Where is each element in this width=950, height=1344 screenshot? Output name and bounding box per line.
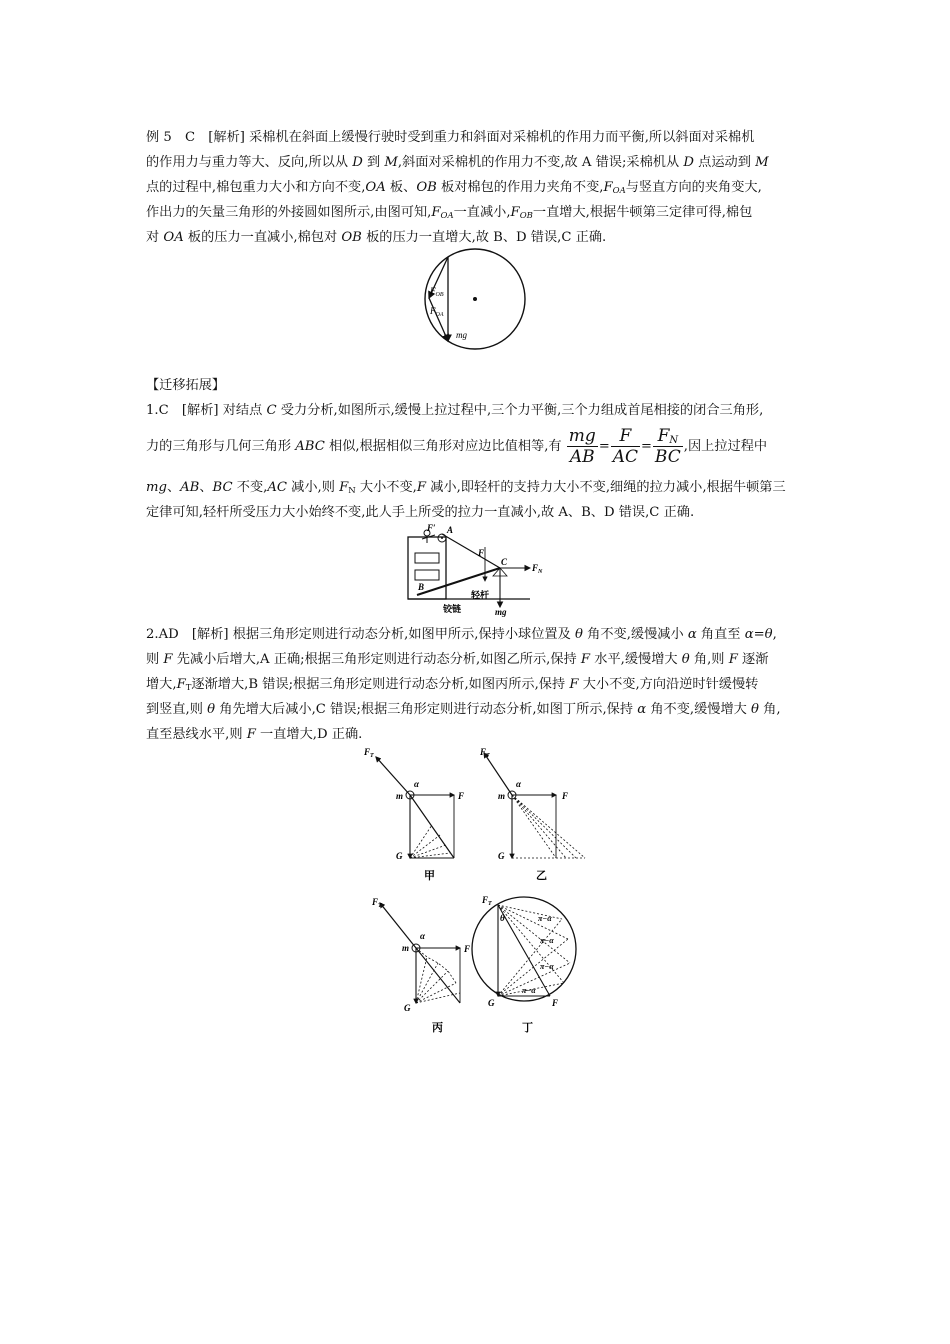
svg-text:G: G xyxy=(488,998,495,1008)
p2-line-3: 增大$,F_T$逐渐增大,B 错误;根据三角形定则进行动态分析,如图丙所示,保持 F 大小不变,方向沿逆时针缓慢转 xyxy=(146,677,759,693)
figure-yi xyxy=(480,745,600,885)
svg-text:π−α: π−α xyxy=(538,914,552,923)
svg-text:α: α xyxy=(516,779,521,789)
label-mg-2: mg xyxy=(495,607,507,617)
label-rod: 轻杆 xyxy=(471,590,490,600)
ft-vector xyxy=(380,903,416,948)
figure-ding xyxy=(470,893,590,1038)
dynamic-dashes xyxy=(416,957,460,1003)
fraction-mg-ab: $\frac{mg}{AB}$ xyxy=(568,426,596,467)
svg-text:θ: θ xyxy=(500,913,505,923)
fraction-f-ac: $\frac{F}{AC}$ xyxy=(612,426,639,467)
svg-text:FT: $F_T$ xyxy=(480,747,490,759)
svg-text:m: m xyxy=(498,791,506,801)
p1-line-3: mg、AB、BC 不变,AC 减小,则 $F_N$ 大小不变,F 减小,即轻杆的支持力大小不变,细绳的拉力减小,根据牛顿第三 xyxy=(146,480,786,496)
p2-line-4: 到竖直,则 θ 角先增大后减小,C 错误;根据三角形定则进行动态分析,如图丁所示,保持 α 角不变,缓慢增大 θ 角, xyxy=(146,702,781,717)
label-b: B xyxy=(418,582,425,592)
label-mg: mg xyxy=(456,330,467,340)
svg-text:F: F xyxy=(458,791,465,801)
ex5-line-4: 作出力的矢量三角形的外接圆如图所示,由图可知$,F_{OA}$一直减小$,F_{OB}$一直增大,根据牛顿第三定律可得,棉包 xyxy=(146,205,753,221)
ex5-line-2: 的作用力与重力等大、反向,所以从 D 到 M,斜面对采棉机的作用力不变,故 A 错误;采棉机从 D 点运动到 M xyxy=(146,155,769,170)
svg-text:α: α xyxy=(420,931,425,941)
label-f-oa: $F_{OA}$ xyxy=(430,306,444,318)
caption-ding: 丁 xyxy=(522,1022,533,1034)
svg-text:m: m xyxy=(396,791,404,801)
window-2 xyxy=(415,570,439,580)
svg-text:FT: $F_T$ xyxy=(372,897,382,909)
label-f-prime: F′ xyxy=(427,523,436,533)
svg-text:G: G xyxy=(396,851,403,861)
dynamic-dashes xyxy=(498,905,570,983)
svg-text:FT: $F_T$ xyxy=(482,895,492,907)
svg-text:π−α: π−α xyxy=(540,962,554,971)
p1-line-4: 定律可知,轻杆所受压力大小始终不变,此人手上所受的拉力一直减小,故 A、B、D 错误,C 正确. xyxy=(146,505,695,520)
label-f: F xyxy=(478,548,485,558)
svg-text:α: α xyxy=(414,779,419,789)
problem-1-analysis xyxy=(146,398,810,525)
ex5-line-3: 点的过程中,棉包重力大小和方向不变,OA 板、OB 板对棉包的作用力夹角不变$,F_{OA}$与竖直方向的夹角变大, xyxy=(146,180,762,196)
svg-text:π−α: π−α xyxy=(522,986,536,995)
label-f-ob: $F_{OB}$ xyxy=(430,286,444,298)
ft-vector xyxy=(484,753,512,795)
label-a: A xyxy=(447,525,454,535)
ex5-line-5: 对 OA 板的压力一直减小,棉包对 OB 板的压力一直增大,故 B、D 错误,C 正确. xyxy=(146,230,607,245)
ft-vector xyxy=(376,757,410,795)
caption-bing: 丙 xyxy=(432,1022,443,1034)
p1-line-2: 力的三角形与几何三角形 ABC 相似,根据相似三角形对应边比值相等,有 $\frac{mg}{AB}$ = $\frac{F}{AC}$ = $\frac{F_N}{BC}$ ,因上拉过程中 xyxy=(146,426,768,467)
problem-2-analysis xyxy=(146,622,810,747)
figure-jia xyxy=(362,745,472,885)
label-hinge: 铰链 xyxy=(443,604,462,614)
p2-line-2: 则 F 先减小后增大,A 正确;根据三角形定则进行动态分析,如图乙所示,保持 F 水平,缓慢增大 θ 角,则 F 逐渐 xyxy=(146,652,769,667)
svg-text:F: F xyxy=(552,998,559,1008)
fraction-fn-bc: $\frac{F_N}{BC}$ xyxy=(654,426,681,467)
svg-text:F: F xyxy=(464,944,471,954)
svg-text:FT: $F_T$ xyxy=(364,747,374,759)
person-body xyxy=(422,535,435,543)
svg-text:F: F xyxy=(562,791,569,801)
rope-ac xyxy=(442,534,500,568)
dynamic-f-dashes xyxy=(410,825,450,858)
ex5-line-1: 例 5 C [解析] 采棉机在斜面上缓慢行驶时受到重力和斜面对采棉机的作用力而平衡,所以斜面对采棉机 xyxy=(146,130,755,145)
example-5-analysis xyxy=(146,125,810,250)
label-fn: $F_N$ xyxy=(532,563,543,575)
figure-force-circle xyxy=(418,250,530,352)
svg-text:G: G xyxy=(404,1003,411,1013)
svg-text:G: G xyxy=(498,851,505,861)
svg-text:π−α: π−α xyxy=(540,936,554,945)
f-oa-vector xyxy=(429,298,448,341)
dynamic-ft-dashes xyxy=(512,795,585,858)
figure-bing xyxy=(372,893,482,1038)
label-c: C xyxy=(501,557,508,567)
wall-box xyxy=(408,537,446,599)
caption-jia: 甲 xyxy=(424,870,435,882)
window-1 xyxy=(415,553,439,563)
p2-line-5: 直至悬线水平,则 F 一直增大,D 正确. xyxy=(146,727,363,742)
svg-text:m: m xyxy=(402,943,410,953)
caption-yi: 乙 xyxy=(536,870,547,882)
section-heading: 【迁移拓展】 xyxy=(146,378,226,393)
p2-line-1: 2.AD [解析] 根据三角形定则进行动态分析,如图甲所示,保持小球位置及 θ 角不变,缓慢减小 α 角直至 α=θ, xyxy=(146,627,777,642)
p1-line-1: 1.C [解析] 对结点 C 受力分析,如图所示,缓慢上拉过程中,三个力平衡,三个力组成首尾相接的闭合三角形, xyxy=(146,403,764,418)
circle-center xyxy=(473,297,477,301)
figure-pulley-rod xyxy=(405,523,575,618)
